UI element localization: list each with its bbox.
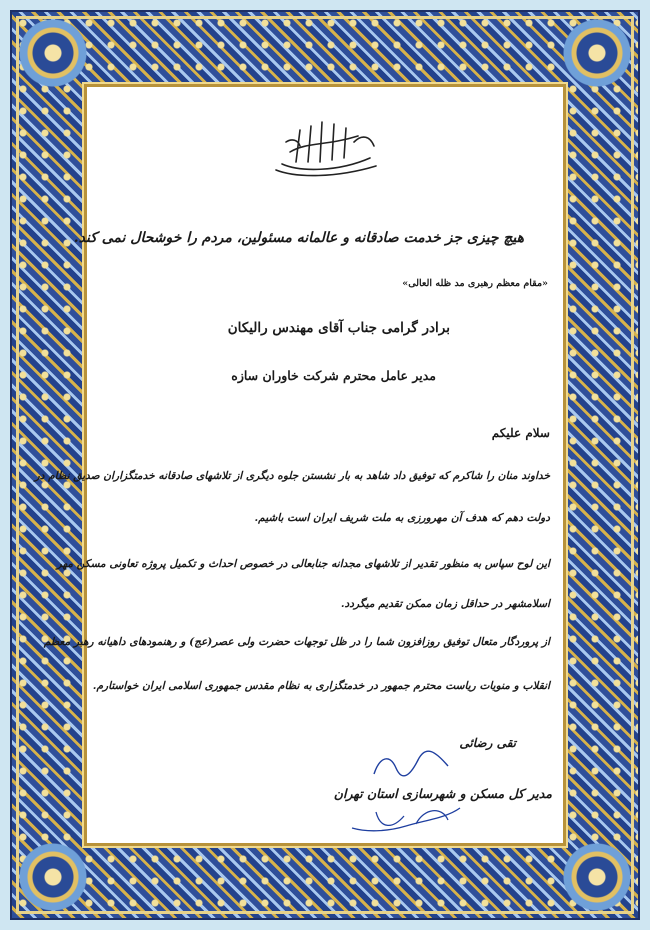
body-line: اسلامشهر در حداقل زمان ممکن تقدیم میگردد. — [340, 598, 550, 610]
signature-upper — [366, 746, 456, 786]
body-line: خداوند منان را شاکرم که توفیق داد شاهد به بار نشستن جلوه دیگری از تلاشهای صادقانه خدمتگزاران صدیق نظام در — [34, 470, 550, 482]
signature-lower — [346, 798, 466, 838]
corner-medallion-top-left — [18, 18, 88, 88]
body-line: از پروردگار متعال توفیق روزافزون شما را در ظل توجهات حضرت ولی عصر(عج) و رهنمودهای داهیانه رهبر معظم — [43, 636, 550, 648]
body-line: انقلاب و منویات ریاست محترم جمهور در خدمتگزاری به نظام مقدس جمهوری اسلامی ایران خواستارم. — [92, 680, 550, 692]
salutation: سلام علیکم — [491, 426, 550, 440]
signer-title: مدیر کل مسکن و شهرسازی استان تهران — [333, 786, 552, 801]
body-line: این لوح سپاس به منظور تقدیر از تلاشهای مجدانه جنابعالی در خصوص احداث و تکمیل پروژه تعاونی مسکن مهر — [56, 558, 550, 570]
quote-source: «مقام معظم رهبری مد ظله العالی» — [402, 278, 548, 289]
corner-medallion-top-right — [562, 18, 632, 88]
addressee-name: برادر گرامی جناب آقای مهندس رالیکان — [227, 320, 450, 336]
corner-medallion-bottom-left — [18, 842, 88, 912]
corner-medallion-bottom-right — [562, 842, 632, 912]
bismillah-calligraphy — [266, 112, 386, 184]
signer-name: تقی رضائی — [459, 736, 516, 750]
leader-quote: هیچ چیزی جز خدمت صادقانه و عالمانه مسئولین، مردم را خوشحال نمی کند. — [73, 230, 524, 246]
body-line: دولت دهم که هدف آن مهرورزی به ملت شریف ایران است باشیم. — [254, 512, 550, 524]
addressee-title: مدیر عامل محترم شرکت خاوران سازه — [231, 368, 436, 383]
certificate-paper — [34, 96, 554, 834]
